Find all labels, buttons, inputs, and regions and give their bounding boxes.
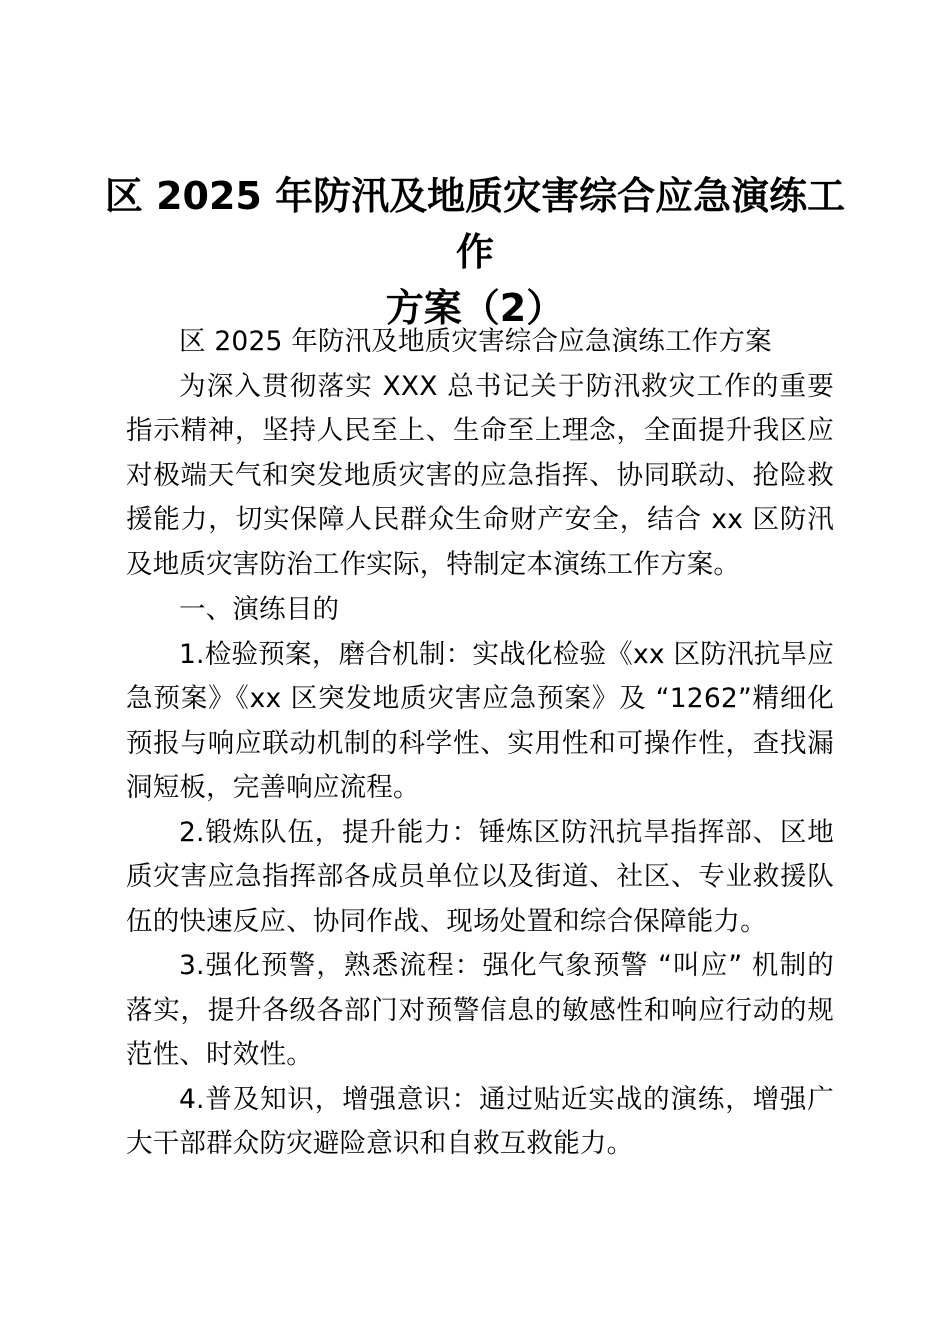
intro-paragraph: 为深入贯彻落实 XXX 总书记关于防汛救灾工作的重要指示精神，坚持人民至上、生命至上理念，全面提升我区应对极端天气和突发地质灾害的应急指挥、协同联动、抢险救援能力，切实保障人民群众生命财产安全，结合 xx 区防汛及地质灾害防治工作实际，特制定本演练工作方案。 — [126, 370, 834, 580]
purpose-item-3: 3.强化预警，熟悉流程：强化气象预警 “叫应” 机制的落实，提升各级各部门对预警信息的敏感性和响应行动的规范性、时效性。 — [126, 950, 834, 1070]
purpose-item-2: 2.锻炼队伍，提升能力：锤炼区防汛抗旱指挥部、区地质灾害应急指挥部各成员单位以及街道、社区、专业救援队伍的快速反应、协同作战、现场处置和综合保障能力。 — [126, 816, 834, 937]
section-heading-purpose: 一、演练目的 — [179, 594, 340, 625]
document-subtitle: 区 2025 年防汛及地质灾害综合应急演练工作方案 — [179, 326, 772, 357]
purpose-item-1: 1.检验预案，磨合机制：实战化检验《xx 区防汛抗旱应急预案》《xx 区突发地质灾害应急预案》及 “1262”精细化预报与响应联动机制的科学性、实用性和可操作性，查找漏洞短板，完善响应流程。 — [126, 638, 834, 803]
title-line-2: 方案（2） — [385, 286, 565, 330]
document-title — [100, 168, 850, 336]
title-line-1: 区 2025 年防汛及地质灾害综合应急演练工作 — [104, 174, 846, 274]
purpose-item-4: 4.普及知识，增强意识：通过贴近实战的演练，增强广大干部群众防灾避险意识和自救互救能力。 — [126, 1083, 834, 1159]
document-body — [126, 320, 834, 1167]
